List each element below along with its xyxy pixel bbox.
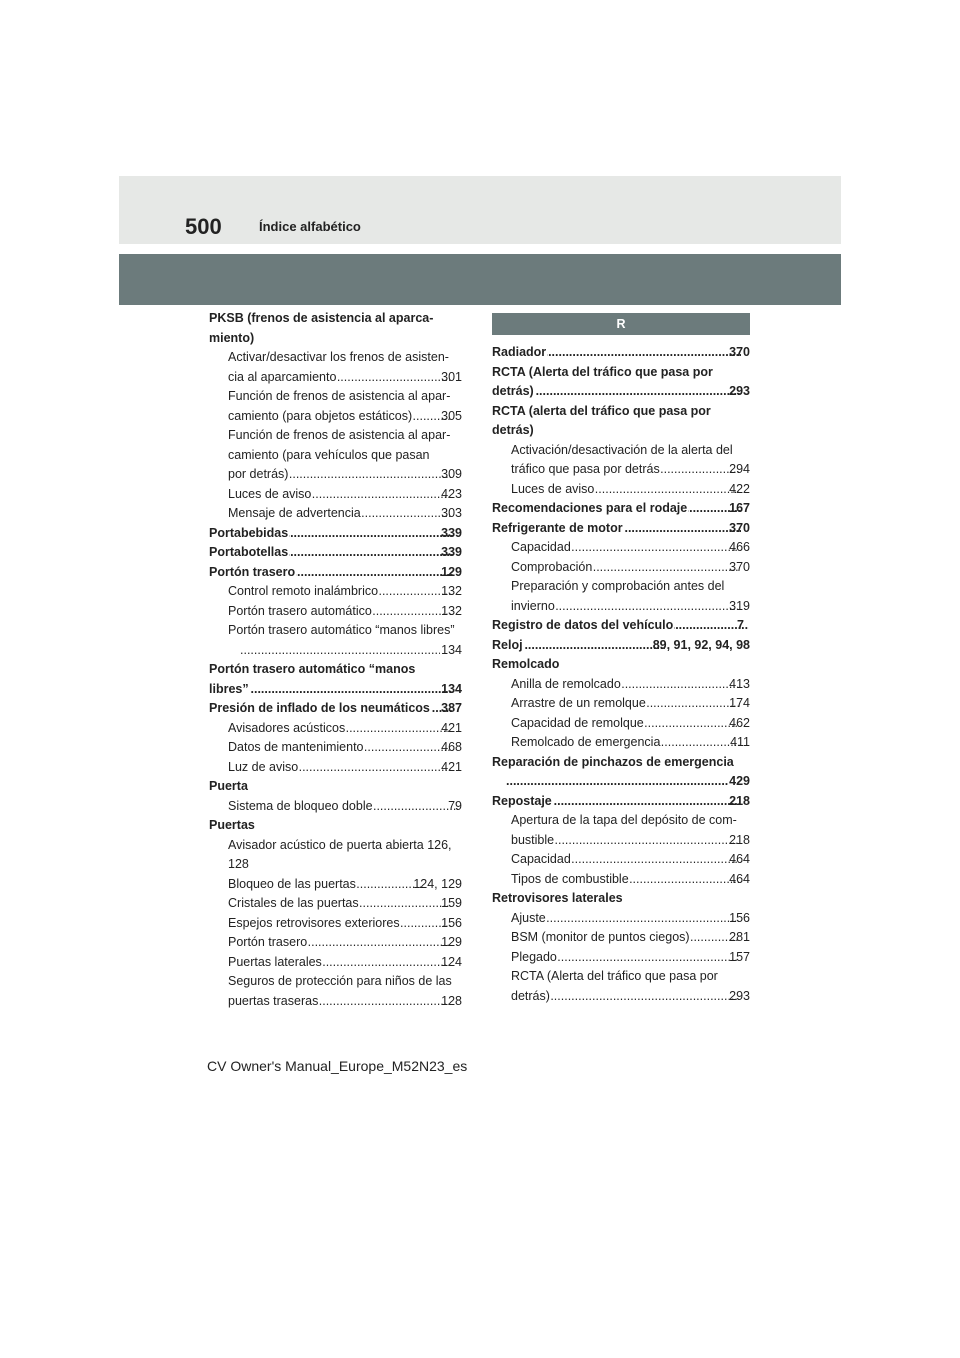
- page-reference: 157: [729, 949, 750, 964]
- dot-leader: [547, 343, 741, 363]
- footer-manual-id: CV Owner's Manual_Europe_M52N23_es: [207, 1058, 468, 1074]
- entry-text: detrás): [492, 423, 534, 437]
- index-entry: [492, 480, 750, 500]
- page-reference: 128: [441, 993, 462, 1008]
- entry-text: Portón trasero automático “manos: [209, 662, 416, 676]
- index-entry: [492, 870, 750, 890]
- dot-leader: [319, 992, 451, 1012]
- index-entry: [492, 909, 750, 929]
- entry-text: RCTA (Alerta del tráfico que pasa por: [511, 969, 718, 983]
- entry-text: Anilla de remolcado: [511, 676, 621, 691]
- page-reference: 421: [441, 759, 462, 774]
- dot-leader: [240, 641, 440, 661]
- dot-leader: [661, 460, 739, 480]
- page-reference: 468: [441, 740, 462, 754]
- index-entry: [209, 621, 462, 660]
- index-entry: [209, 348, 462, 387]
- index-entry: [209, 524, 462, 544]
- index-entry: [492, 928, 750, 948]
- entry-text: PKSB (frenos de asistencia al aparca-: [209, 311, 434, 325]
- entry-text: puertas traseras: [228, 993, 319, 1008]
- page-reference: 293: [729, 384, 750, 398]
- entry-text: Portabotellas: [209, 545, 289, 559]
- index-entry: [492, 343, 750, 363]
- entry-text: Luces de aviso: [228, 486, 312, 501]
- dot-leader: [593, 558, 739, 578]
- dot-leader: [289, 524, 453, 544]
- entry-text: Retrovisores laterales: [492, 891, 623, 905]
- page-reference: 413: [729, 676, 750, 691]
- index-entry: [209, 309, 462, 348]
- dot-leader: [289, 465, 451, 485]
- page-number: 500: [185, 214, 222, 239]
- entry-text: Remolcado: [492, 657, 560, 671]
- index-letter-heading: R: [492, 313, 750, 335]
- dot-leader: [308, 933, 451, 953]
- index-entry: [209, 602, 462, 622]
- entry-text: Puertas laterales: [228, 954, 322, 969]
- entry-text: camiento (para objetos estáticos): [228, 408, 413, 423]
- dot-leader: [250, 680, 454, 700]
- index-entry: [492, 558, 750, 578]
- dot-leader: [337, 368, 451, 388]
- entry-text: Registro de datos del vehículo: [492, 618, 674, 632]
- index-entry: Registro de datos del vehículo ..... 7: [492, 616, 750, 636]
- entry-text: Activación/desactivación de la alerta del: [511, 442, 733, 457]
- page-reference: 132: [441, 603, 462, 618]
- page-reference: 462: [729, 715, 750, 730]
- page-reference: 124, 129: [413, 876, 462, 891]
- page-reference: 466: [729, 540, 750, 554]
- dot-leader: [296, 563, 453, 583]
- index-entry: [209, 797, 462, 817]
- page-reference: 129: [441, 935, 462, 949]
- dot-leader: [547, 909, 739, 929]
- entry-text: Portabebidas: [209, 525, 289, 540]
- index-entry: [492, 967, 750, 1006]
- page-reference: 156: [729, 910, 750, 925]
- entry-text: Reparación de pinchazos de emergencia: [492, 754, 734, 769]
- index-entry: [209, 894, 462, 914]
- page-reference: 159: [441, 896, 462, 910]
- entry-text: Portón trasero: [209, 564, 296, 579]
- dot-leader: [624, 519, 742, 539]
- entry-text: Avisador acústico de puerta abierta 126,: [228, 837, 452, 852]
- entry-text: Función de frenos de asistencia al apar-: [228, 428, 451, 442]
- index-entry: [492, 519, 750, 539]
- dot-leader: [661, 733, 740, 753]
- page-reference: 174: [729, 696, 750, 710]
- page-reference: 305: [441, 408, 462, 423]
- entry-text: cia al aparcamiento: [228, 369, 337, 384]
- entry-text: Cristales de las puertas: [228, 896, 359, 910]
- dot-leader: [645, 714, 739, 734]
- index-entry: [492, 675, 750, 695]
- page-reference: 387: [441, 701, 462, 715]
- entry-text: Reloj: [492, 637, 523, 652]
- dot-leader: [506, 772, 728, 792]
- dot-leader: [373, 602, 451, 622]
- entry-text: Plegado: [511, 949, 557, 964]
- index-entry: [209, 738, 462, 758]
- page-reference: 309: [441, 467, 462, 481]
- page-reference: 124: [441, 954, 462, 969]
- entry-text: Portón trasero automático “manos libres”: [228, 623, 455, 637]
- index-column-right: [492, 313, 750, 1006]
- dot-leader: [346, 719, 451, 739]
- page-reference: 218: [729, 793, 750, 808]
- index-entry: [209, 777, 462, 797]
- entry-text: Recomendaciones para el rodaje: [492, 501, 688, 515]
- page-reference: 134: [441, 642, 462, 657]
- index-entry: [492, 402, 750, 441]
- page-reference: 411: [730, 735, 750, 749]
- page-reference: 167: [729, 501, 750, 515]
- entry-text: Radiador: [492, 345, 547, 359]
- entry-text: Función de frenos de asistencia al apar-: [228, 389, 451, 403]
- header-band: [119, 176, 841, 244]
- index-entry: [492, 655, 750, 675]
- entry-text: Avisadores acústicos: [228, 720, 346, 735]
- index-entry: [492, 948, 750, 968]
- index-entry: [209, 582, 462, 602]
- index-column-left: [209, 309, 462, 1011]
- entry-text: Remolcado de emergencia: [511, 735, 661, 749]
- page-reference: 339: [441, 525, 462, 540]
- page-reference: 129: [441, 564, 462, 579]
- entry-text: Tipos de combustible: [511, 871, 629, 886]
- index-entry: [492, 850, 750, 870]
- index-entry: [209, 387, 462, 426]
- dot-leader: [595, 480, 739, 500]
- dot-leader: [558, 948, 739, 968]
- index-entry: [209, 953, 462, 973]
- dot-leader: [630, 870, 739, 890]
- page-reference: 422: [729, 481, 750, 496]
- dot-leader: [362, 504, 451, 524]
- dot-leader: [556, 597, 739, 617]
- entry-text: Luz de aviso: [228, 759, 299, 774]
- entry-text: Repostaje: [492, 793, 552, 808]
- entry-text: Arrastre de un remolque: [511, 696, 646, 710]
- entry-text: libres”: [209, 681, 249, 696]
- dot-leader: [289, 543, 453, 563]
- page-reference: 303: [441, 506, 462, 520]
- page-reference: 464: [729, 852, 750, 866]
- index-entry: [209, 543, 462, 563]
- index-entry: [209, 426, 462, 485]
- index-entry: [492, 499, 750, 519]
- index-entry: [209, 563, 462, 583]
- index-entry: [209, 972, 462, 1011]
- page-reference: 79: [448, 798, 462, 813]
- entry-text: Puerta: [209, 779, 248, 793]
- page-reference: 429: [729, 774, 750, 788]
- entry-text: detrás): [492, 384, 534, 398]
- index-entry: [492, 577, 750, 616]
- entry-text: 128: [228, 857, 249, 871]
- page-reference: 294: [729, 462, 750, 476]
- entry-text: Puertas: [209, 818, 255, 832]
- dot-leader: [553, 792, 741, 812]
- index-entry: [492, 694, 750, 714]
- dot-leader: [524, 636, 665, 656]
- index-entry: [492, 792, 750, 812]
- entry-text: Datos de mantenimiento: [228, 740, 364, 754]
- entry-text: Mensaje de advertencia: [228, 506, 361, 520]
- index-entry: [209, 485, 462, 505]
- index-entry: [492, 538, 750, 558]
- dot-leader: [312, 485, 451, 505]
- entry-text: Preparación y comprobación antes del: [511, 579, 725, 593]
- index-entry: [492, 636, 750, 656]
- section-title: Índice alfabético: [259, 219, 361, 234]
- entry-text: RCTA (Alerta del tráfico que pasa por: [492, 364, 713, 379]
- index-entry: [209, 816, 462, 836]
- entry-text: Portón trasero: [228, 935, 308, 949]
- entry-text: camiento (para vehículos que pasan: [228, 447, 430, 462]
- page-reference: 423: [441, 486, 462, 501]
- entry-text: Capacidad: [511, 852, 571, 866]
- entry-text: Seguros de protección para niños de las: [228, 974, 452, 988]
- index-entry: [209, 914, 462, 934]
- page-reference: 134: [441, 681, 462, 696]
- page-reference: 370: [729, 345, 750, 359]
- entry-text: Sistema de bloqueo doble: [228, 798, 373, 813]
- entry-text: RCTA (alerta del tráfico que pasa por: [492, 403, 711, 418]
- dot-leader: [622, 675, 739, 695]
- page-reference: 421: [441, 720, 462, 735]
- page-reference: 293: [729, 988, 750, 1003]
- entry-text: Activar/desactivar los frenos de asisten-: [228, 350, 449, 364]
- page-reference: 218: [729, 832, 750, 847]
- page-reference: 281: [729, 930, 750, 944]
- dot-leader: [535, 382, 741, 402]
- entry-text: miento): [209, 330, 255, 345]
- index-entries-r: [492, 343, 750, 1006]
- index-entry: [209, 504, 462, 524]
- entry-text: tráfico que pasa por detrás: [511, 462, 660, 476]
- entry-text: Presión de inflado de los neumáticos: [209, 701, 430, 715]
- dot-leader: [572, 850, 739, 870]
- page-reference: 132: [441, 584, 462, 598]
- entry-text: Capacidad de remolque: [511, 715, 644, 730]
- index-entry: [492, 733, 750, 753]
- page-reference: 156: [441, 915, 462, 930]
- index-entry: [492, 363, 750, 402]
- page-reference: 319: [729, 598, 750, 613]
- page-reference: 370: [729, 559, 750, 574]
- dot-leader: [572, 538, 739, 558]
- index-entry: [209, 875, 462, 895]
- page-reference: 89, 91, 92, 94, 98: [652, 637, 750, 652]
- dot-leader: [360, 894, 452, 914]
- dot-leader: [299, 758, 451, 778]
- entry-text: invierno: [511, 598, 555, 613]
- dot-leader: [365, 738, 452, 758]
- page-reference: 370: [729, 520, 750, 535]
- entry-text: Luces de aviso: [511, 481, 595, 496]
- dot-leader: [555, 831, 739, 851]
- index-entry: [209, 719, 462, 739]
- page-reference: 301: [441, 369, 462, 384]
- page-reference: 339: [441, 545, 462, 559]
- index-entry: [492, 441, 750, 480]
- entry-text: Refrigerante de motor: [492, 520, 623, 535]
- entry-text: detrás): [511, 988, 550, 1003]
- entry-text: por detrás): [228, 467, 289, 481]
- index-entry: [209, 660, 462, 699]
- entry-text: Apertura de la tapa del depósito de com-: [511, 813, 737, 827]
- index-entry: [209, 758, 462, 778]
- entry-text: bustible: [511, 832, 555, 847]
- entry-text: Bloqueo de las puertas: [228, 876, 356, 891]
- dot-leader: [551, 987, 739, 1007]
- entry-text: Portón trasero automático: [228, 603, 372, 618]
- dot-leader: [374, 797, 459, 817]
- entry-text: Ajuste: [511, 910, 546, 925]
- page-reference: 464: [729, 871, 750, 886]
- index-entry: [209, 836, 462, 875]
- index-entry: [209, 933, 462, 953]
- index-entry: [492, 889, 750, 909]
- entry-text: BSM (monitor de puntos ciegos): [511, 930, 690, 944]
- index-entry: [492, 714, 750, 734]
- index-entry: [492, 811, 750, 850]
- dot-leader: [647, 694, 739, 714]
- index-entry: [492, 753, 750, 792]
- entry-text: Comprobación: [511, 559, 593, 574]
- index-entry: [209, 699, 462, 719]
- entry-text: Capacidad: [511, 540, 571, 554]
- entry-text: Control remoto inalámbrico: [228, 584, 379, 598]
- dot-leader: [323, 953, 451, 973]
- entry-text: Espejos retrovisores exteriores: [228, 915, 400, 930]
- section-band: [119, 254, 841, 305]
